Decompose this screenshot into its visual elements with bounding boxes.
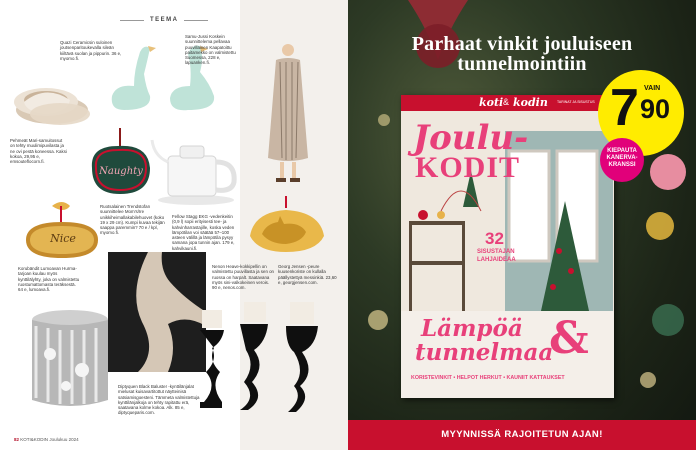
cover-big-amp: & [549,313,589,364]
magazine-cover [401,95,614,398]
nice-ornament-text: Nice [50,232,76,245]
cover-big-title-1: Lämpöä [421,315,523,342]
folio-issue: Joulukuu 2024 [49,437,79,442]
ad-footer-bar: MYYNNISSÄ RAJOITETUN AJAN! [348,420,696,450]
cover-brand-amp: & [503,97,510,107]
blanket-image [108,252,206,372]
slippers-caption-2: Pehmeät Mari-samuitossut on tehty muulimipuvilasta ja ne ovi pestä koneessa. Kaksi kokoa, 29,95 e, emsouteflocorn.fi. [10,138,67,165]
cover-count-text-2: LAHJAIDEAA [477,257,516,263]
kanerva-badge [600,138,644,182]
georg-caption: Georg Jensen -peure kuusenkoriste on kullalla päällystettyä messinkiä. 23,60 e, georgjensen.com. [278,264,337,285]
folio-page-number: 82 [14,437,20,442]
cover-brand-left: koti [479,96,504,109]
fellow-caption: Fellow Stagg EKG -vedenkeitin (0,9 l) sopii erityisesti tee- ja kahvinharrastajille, koska veden lämpötilan voi säätää 57–100 asteen välillä ja lämpötila pysyy samana jopa tunnin ajan. 179 e, kahvikauni.fi. [172,214,235,251]
cover-title-2: KODIT [415,151,521,184]
price-cents: 90 [640,94,671,124]
section-rule-left [120,20,144,21]
cover-bottom-line: KORISTEVINKIT • HELPOT HERKUT • KAUNIIT KATTAUKSET [411,375,565,381]
nice-ornament-image [22,198,102,262]
lantern-image [26,304,114,414]
diptyque-caption: Diptyquen Black Baluster -kynttilänjalat mielusat kuisavartitottut näytteinisä satsiamisgoesteni. Tämmeta valmistettuja kynttilänjalkoja on tehty rapitattu erä, saatavana kolme kokoa. Alk. 85 e, diptyqueparis.com. [118,384,200,416]
cover-count: 32 [485,229,504,248]
slippers-caption: Quazi Ceramicsin suloinen joutsenparitoukevalla sileän kiiltävä suolan ja pippurin. 36 e, myomo.fi. [60,40,122,61]
kettle-image [150,126,242,206]
candles-caption: Nenon Heave-kokkipellin on valmistettu puuvillasta ja sen on ruossa on harpalt. Saatavana myös sini-valkokeinen verois. 90 e, nenos.com. [212,264,274,291]
section-rule-right [184,20,208,21]
ad-headline-line1: Parhaat vinkit jouluiseen [411,33,633,55]
cover-tagline: TARINAT JA SISUSTUS [557,100,595,104]
section-label: TEEMA [150,17,179,23]
kettle-caption: Ruotsalainen Trendstofan suunnittelee Mom’s/Ire unikkiheimallakabilehuovet (koko 19 x 29 cm). Kumpi kuvaa tekijän saappa paremmin? 70 e / kpl, myomo.fi. [100,204,165,236]
slippers-image [8,72,94,130]
dress-model-image [258,40,318,188]
candle-holders-image [196,302,326,418]
cover-title-1: Joulu- [413,118,529,158]
right-page-ad [348,0,696,450]
lantern-caption: Korubändit Lumoavan Hurma-tarjoan kuulau myös kynttilälyhty, joka on valmistettu ruostumattomasta teräksestä. 64 e, lumoava.fi. [18,266,80,293]
price-prefix: VAIN [644,85,661,92]
cover-masthead [401,95,614,111]
ad-headline [348,34,696,74]
ad-headline-line2: tunnelmointiin [457,53,587,75]
cover-count-text-1: SISUSTAJAN [477,249,515,255]
naughty-ornament-text: Naughty [99,166,143,177]
folio-magazine: KOTI&KODIN [20,437,49,442]
naughty-ornament-image [88,128,154,198]
page-folio [14,437,79,442]
reindeer-ornament-image [244,196,330,258]
price-value: 7 [610,79,639,137]
cover-brand-right: kodin [513,96,548,109]
swans-caption: Samu-Jussi Koskein suunnittelema pellavaa puuvillainen Kaapatoittu paitamekko on valmistettu Suomessa, 228 e, lapuanken.fi. [185,34,236,66]
kanerva-badge-text: KIEPAUTA KANERVA-KRANSSI [606,148,638,168]
cover-big-title-2: tunnelmaa [415,339,554,366]
